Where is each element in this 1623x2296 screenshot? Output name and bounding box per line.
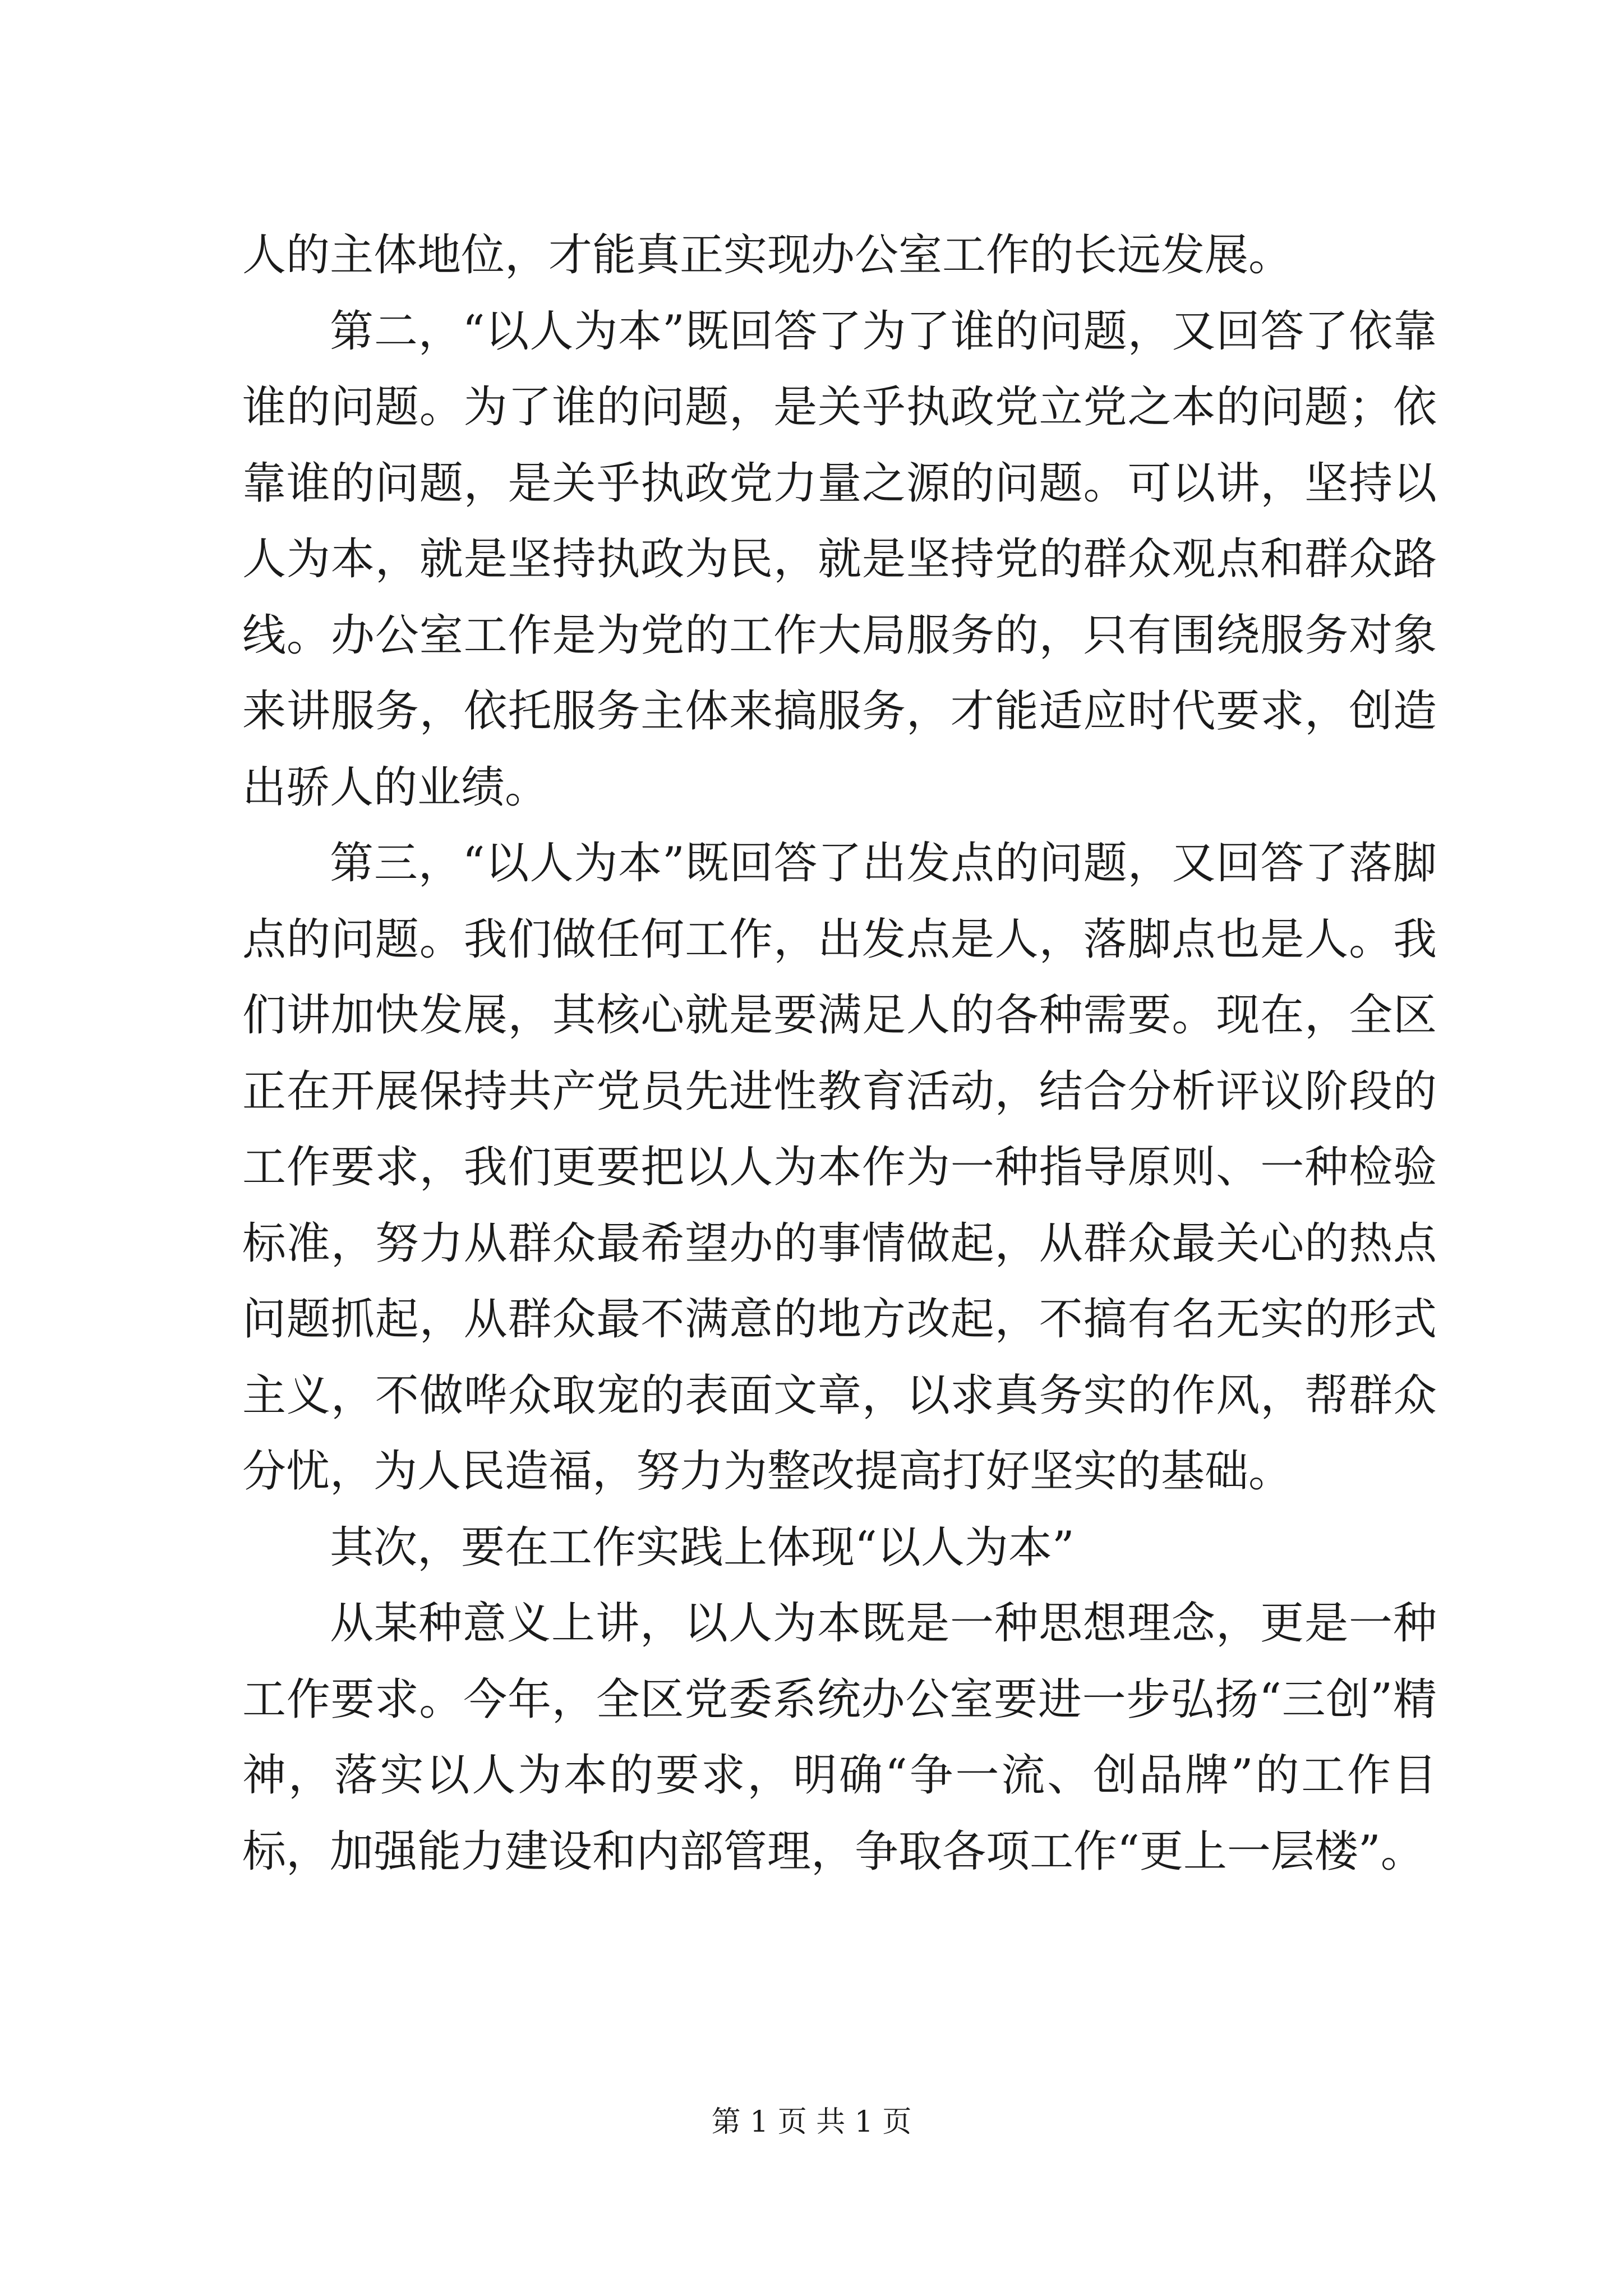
paragraph-second-point: 第二，“以人为本”既回答了为了谁的问题，又回答了依靠谁的问题。为了谁的问题，是关乎执政党立党之本的问题；依靠谁的问题，是关乎执政党力量之源的问题。可以讲，坚持以人为本，就是坚持执政为民，就是坚持党的群众观点和群众路线。办公室工作是为党的工作大局服务的，只有围绕服务对象来讲服务，依托服务主体来搞服务，才能适应时代要求，创造出骄人的业绩。 (242, 306, 1437, 813)
paragraph-continuation: 人的主体地位，才能真正实现办公室工作的长远发展。 (242, 230, 1293, 280)
page-footer: 第 1 页 共 1 页 (711, 2105, 912, 2139)
paragraph-third-point: 第三，“以人为本”既回答了出发点的问题，又回答了落脚点的问题。我们做任何工作，出发点是人，落脚点也是人。我们讲加快发展，其核心就是要满足人的各种需要。现在，全区正在开展保持共产党员先进性教育活动，结合分析评议阶段的工作要求，我们更要把以人为本作为一种指导原则、一种检验标准，努力从群众最希望办的事情做起，从群众最关心的热点问题抓起，从群众最不满意的地方改起，不搞有名无实的形式主义，不做哗众取宠的表面文章，以求真务实的作风，帮群众分忧，为人民造福，努力为整改提高打好坚实的基础。 (242, 838, 1437, 1497)
document-body (242, 218, 1437, 1890)
paragraph-work-practice: 从某种意义上讲，以人为本既是一种思想理念，更是一种工作要求。今年，全区党委系统办公室要进一步弘扬“三创”精神，落实以人为本的要求，明确“争一流、创品牌”的工作目标，加强能力建设和内部管理，争取各项工作“更上一层楼”。 (242, 1598, 1437, 1877)
section-heading: 其次，要在工作实践上体现“以人为本” (330, 1522, 1075, 1573)
